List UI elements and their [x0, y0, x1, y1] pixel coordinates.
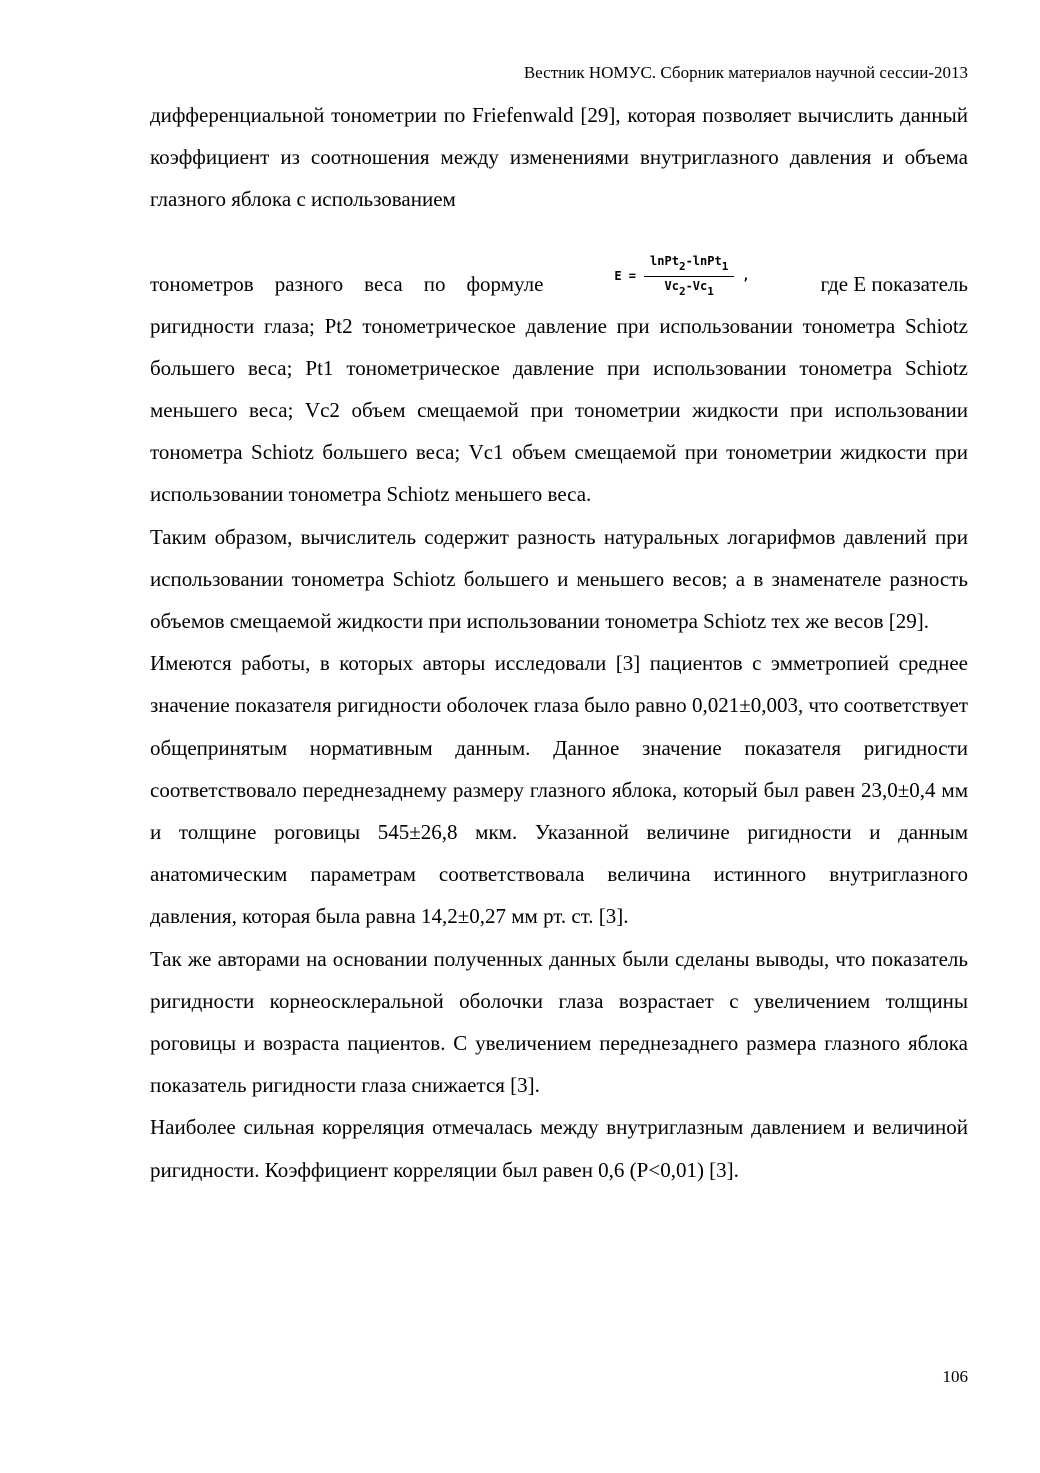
word: веса — [364, 271, 403, 296]
paragraph-1-start: дифференциальной тонометрии по Friefenwald [29], которая позволяет вычислить данный коэффициент из соотношения между изменениями внутриглазного давления и объема глазного яблока с использованием — [150, 103, 968, 212]
word: по — [423, 271, 446, 296]
word: формуле — [466, 271, 544, 296]
formula-line-left — [150, 263, 543, 305]
paragraph-3: Имеются работы, в которых авторы исследовали [3] пациентов с эмметропией среднее значение показателя ригидности оболочек глаза было равно 0,021±0,003, что соответствует общепринятым нормативным данным. Данное значение показателя ригидности соответствовало переднезаднему размеру глазного яблока, который был равен 23,0±0,4 мм и толщине роговицы 545±26,8 мкм. Указанной величине ригидности и данным анатомическим параметрам соответствовала величина истинного внутриглазного давления, которая была равна 14,2±0,27 мм рт. ст. [3]. — [150, 651, 968, 929]
formula-line-right: где Е показатель — [820, 271, 968, 296]
fraction-bar — [644, 276, 734, 277]
paragraph-5: Наиболее сильная корреляция отмечалась между внутриглазным давлением и величиной ригидности. Коэффициент корреляции был равен 0,6 (P<0,01) [3]. — [150, 1115, 968, 1182]
running-header: Вестник НОМУС. Сборник материалов научной сессии-2013 — [523, 63, 968, 82]
page-number: 106 — [942, 1367, 968, 1386]
formula-denominator: $Vc_2-Vc_1$ — [664, 278, 714, 298]
formula-lhs: E = — [614, 269, 637, 284]
body-text — [150, 94, 968, 1191]
paragraph-4: Так же авторами на основании полученных данных были сделаны выводы, что показатель ригидности корнеосклеральной оболочки глаза возрастает с увеличением толщины роговицы и возраста пациентов. С увеличением переднезаднего размера глазного яблока показатель ригидности глаза снижается [3]. — [150, 946, 968, 1098]
rigidity-formula — [614, 254, 749, 299]
paragraph-2: Таким образом, вычислитель содержит разность натуральных логарифмов давлений при использовании тонометра Schiotz большего и меньшего весов; а в знаменателе разность объемов смещаемой жидкости при использовании тонометра Schiotz тех же весов [29]. — [150, 524, 968, 634]
formula-fraction — [644, 254, 734, 299]
word: разного — [274, 271, 344, 296]
formula-numerator: lnPt$_2$-lnPt$_1$ — [650, 253, 729, 273]
word: тонометров — [150, 271, 254, 296]
paragraph-1-end: ригидности глаза; Pt2 тонометрическое давление при использовании тонометра Schiotz большего веса; Pt1 тонометрическое давление при использовании тонометра Schiotz меньшего веса; Vc2 объем смещаемой при тонометрии жидкости при использовании тонометра Schiotz большего веса; Vc1 объем смещаемой при тонометрии жидкости при использовании тонометра Schiotz меньшего веса. — [150, 313, 968, 507]
formula-comma: , — [742, 269, 750, 284]
formula-line — [150, 221, 968, 305]
